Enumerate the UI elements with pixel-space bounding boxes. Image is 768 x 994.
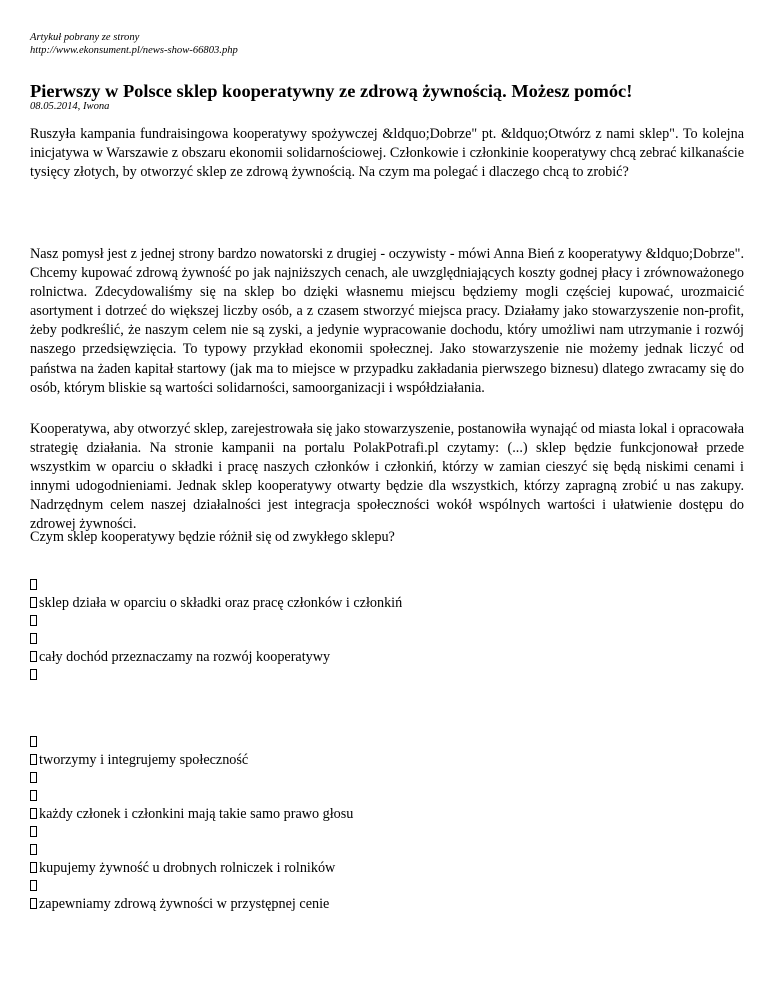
missing-glyph-icon bbox=[30, 754, 37, 765]
missing-glyph-icon bbox=[30, 898, 37, 909]
bullet-text: każdy członek i członkini mają takie samo prawo głosu bbox=[39, 806, 354, 822]
bullet-item bbox=[30, 895, 329, 913]
source-label: Artykuł pobrany ze strony bbox=[30, 32, 140, 43]
empty-bullet-line bbox=[30, 666, 39, 684]
article-byline: 08.05.2014, Iwona bbox=[30, 101, 110, 112]
empty-bullet-line bbox=[30, 630, 39, 648]
missing-glyph-icon bbox=[30, 790, 37, 801]
missing-glyph-icon bbox=[30, 669, 37, 680]
missing-glyph-icon bbox=[30, 633, 37, 644]
missing-glyph-icon bbox=[30, 736, 37, 747]
missing-glyph-icon bbox=[30, 826, 37, 837]
source-url: http://www.ekonsument.pl/news-show-66803.php bbox=[30, 45, 238, 56]
empty-bullet-line bbox=[30, 841, 39, 859]
paragraph-quote: Nasz pomysł jest z jednej strony bardzo nowatorski z drugiej - oczywisty - mówi Anna Bień z kooperatywy &ldquo;Dobrze". Chcemy kupować zdrową żywność po jak najniższych cenach, ale uwzględniających koszty godnej płacy i zrównoważonego rolnictwa. Zdecydowaliśmy się na sklep bo dzięki własnemu miejscu będziemy mogli częściej kupować, urozmaicić asortyment i dotrzeć do większej liczby osób, a z czasem stworzyć miejsca pracy. Działamy jako stowarzyszenie non-profit, żeby podkreślić, że naszym celem nie są zyski, a jedynie wypracowanie dochodu, który umożliwi nam utrzymanie i rozwój naszego przedsięwzięcia. To typowy przykład ekonomii społecznej. Jako stowarzyszenie nie możemy jednak liczyć od państwa na żaden kapitał startowy (jak ma to miejsce w przypadku zakładania pierwszego biznesu) dlatego zwracamy się do osób, którym bliskie są wartości solidarności, samoorganizacji i współdziałania. bbox=[30, 246, 744, 396]
empty-bullet-line bbox=[30, 877, 39, 895]
bullet-item bbox=[30, 805, 353, 823]
missing-glyph-icon bbox=[30, 844, 37, 855]
empty-bullet-line bbox=[30, 823, 39, 841]
article-title: Pierwszy w Polsce sklep kooperatywny ze zdrową żywnością. Możesz pomóc! bbox=[30, 81, 633, 101]
bullet-text: zapewniamy zdrową żywności w przystępnej cenie bbox=[39, 896, 330, 912]
paragraph-intro: Ruszyła kampania fundraisingowa kooperatywy spożywczej &ldquo;Dobrze" pt. &ldquo;Otwórz z nami sklep". To kolejna inicjatywa w Warszawie z obszaru ekonomii solidarnościowej. Członkowie i członkinie kooperatywy chcą zebrać kilkanaście tysięcy złotych, by otworzyć sklep ze zdrową żywnością. Na czym ma polegać i dlaczego chcą to zrobić? bbox=[30, 126, 744, 181]
bullet-text: tworzymy i integrujemy społeczność bbox=[39, 752, 249, 768]
empty-bullet-line bbox=[30, 576, 39, 594]
paragraph-store: Kooperatywa, aby otworzyć sklep, zarejestrowała się jako stowarzyszenie, postanowiła wynająć od miasta lokal i opracowała strategię działania. Na stronie kampanii na portalu PolakPotrafi.pl czytamy: (...) sklep będzie funkcjonował przede wszystkim w oparciu o składki i pracę naszych członków i członkiń, którzy w zamian cieszyć się będą niskimi cenami i innymi udogodnieniami. Jednak sklep kooperatywy otwarty będzie dla wszystkich, którzy zapragną zrobić u nas zakupy. Nadrzędnym celem naszej działalności jest integracja społeczności wokół wspólnych wartości i ułatwienie dostępu do zdrowej żywności. bbox=[30, 421, 744, 533]
source-info bbox=[30, 31, 238, 57]
bullet-item bbox=[30, 751, 248, 769]
empty-bullet-line bbox=[30, 612, 39, 630]
empty-bullet-line bbox=[30, 769, 39, 787]
missing-glyph-icon bbox=[30, 579, 37, 590]
missing-glyph-icon bbox=[30, 862, 37, 873]
empty-bullet-line bbox=[30, 787, 39, 805]
missing-glyph-icon bbox=[30, 808, 37, 819]
bullet-item bbox=[30, 648, 330, 666]
bullet-text: kupujemy żywność u drobnych rolniczek i rolników bbox=[39, 860, 336, 876]
bullet-item bbox=[30, 594, 402, 612]
paragraph-question: Czym sklep kooperatywy będzie różnił się od zwykłego sklepu? bbox=[30, 529, 395, 545]
bullet-text: sklep działa w oparciu o składki oraz pracę członków i członkiń bbox=[39, 595, 403, 611]
missing-glyph-icon bbox=[30, 772, 37, 783]
missing-glyph-icon bbox=[30, 597, 37, 608]
missing-glyph-icon bbox=[30, 880, 37, 891]
bullet-item bbox=[30, 859, 335, 877]
empty-bullet-line bbox=[30, 733, 39, 751]
missing-glyph-icon bbox=[30, 651, 37, 662]
missing-glyph-icon bbox=[30, 615, 37, 626]
bullet-text: cały dochód przeznaczamy na rozwój kooperatywy bbox=[39, 649, 331, 665]
